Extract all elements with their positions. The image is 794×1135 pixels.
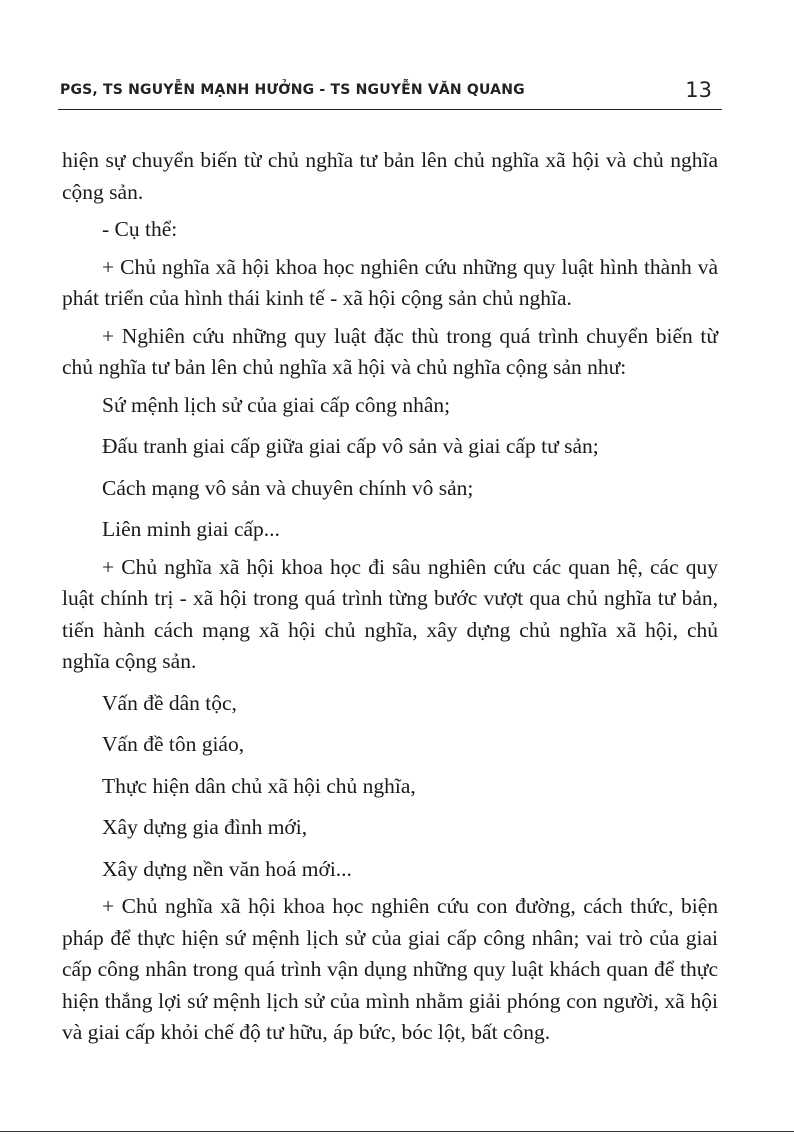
page-number: 13 [685, 78, 712, 102]
paragraph-specific-laws: + Nghiên cứu những quy luật đặc thù trong quá trình chuyển biến từ chủ nghĩa tư bản lên chủ nghĩa xã hội và chủ nghĩa cộng sản như: [62, 323, 718, 379]
paragraph-historic-mission: + Chủ nghĩa xã hội khoa học nghiên cứu con đường, cách thức, biện pháp để thực hiện sứ mệnh lịch sử của giai cấp công nhân; vai trò của giai cấp công nhân trong quá trình vận dụng những quy luật khách quan để thực hiện thắng lợi sứ mệnh lịch sử của mình nhằm giải phóng con người, xã hội và giai cấp khỏi chế độ tư hữu, áp bức, bóc lột, bất công. [62, 894, 718, 1044]
list-item: Vấn đề dân tộc, [102, 690, 237, 715]
list-item: Xây dựng nền văn hoá mới... [102, 856, 352, 881]
paragraph-continuation: hiện sự chuyển biến từ chủ nghĩa tư bản lên chủ nghĩa xã hội và chủ nghĩa cộng sản. [62, 148, 718, 204]
paragraph-political-laws: + Chủ nghĩa xã hội khoa học đi sâu nghiên cứu các quan hệ, các quy luật chính trị - xã hội trong quá trình từng bước vượt qua chủ nghĩa tư bản, tiến hành cách mạng xã hội chủ nghĩa, xây dựng chủ nghĩa xã hội, chủ nghĩa cộng sản. [62, 554, 718, 673]
list-item: Sứ mệnh lịch sử của giai cấp công nhân; [102, 392, 451, 417]
list-item: Thực hiện dân chủ xã hội chủ nghĩa, [102, 773, 416, 798]
list-item: Liên minh giai cấp... [102, 517, 280, 541]
page-body [62, 145, 718, 1049]
paragraph-specific-heading: - Cụ thể: [102, 217, 178, 241]
header-authors: PGS, TS NGUYỄN MẠNH HƯỞNG - TS NGUYỄN VĂN QUANG [60, 82, 525, 98]
list-item: Xây dựng gia đình mới, [102, 815, 308, 839]
header-divider [58, 109, 722, 110]
paragraph-laws-formation: + Chủ nghĩa xã hội khoa học nghiên cứu những quy luật hình thành và phát triển của hình thái kinh tế - xã hội cộng sản chủ nghĩa. [62, 254, 718, 310]
page-bottom-edge [0, 1131, 794, 1132]
running-header [60, 78, 720, 108]
list-item: Đấu tranh giai cấp giữa giai cấp vô sản và giai cấp tư sản; [102, 434, 599, 458]
list-item: Vấn đề tôn giáo, [102, 732, 245, 756]
list-item: Cách mạng vô sản và chuyên chính vô sản; [102, 475, 474, 500]
